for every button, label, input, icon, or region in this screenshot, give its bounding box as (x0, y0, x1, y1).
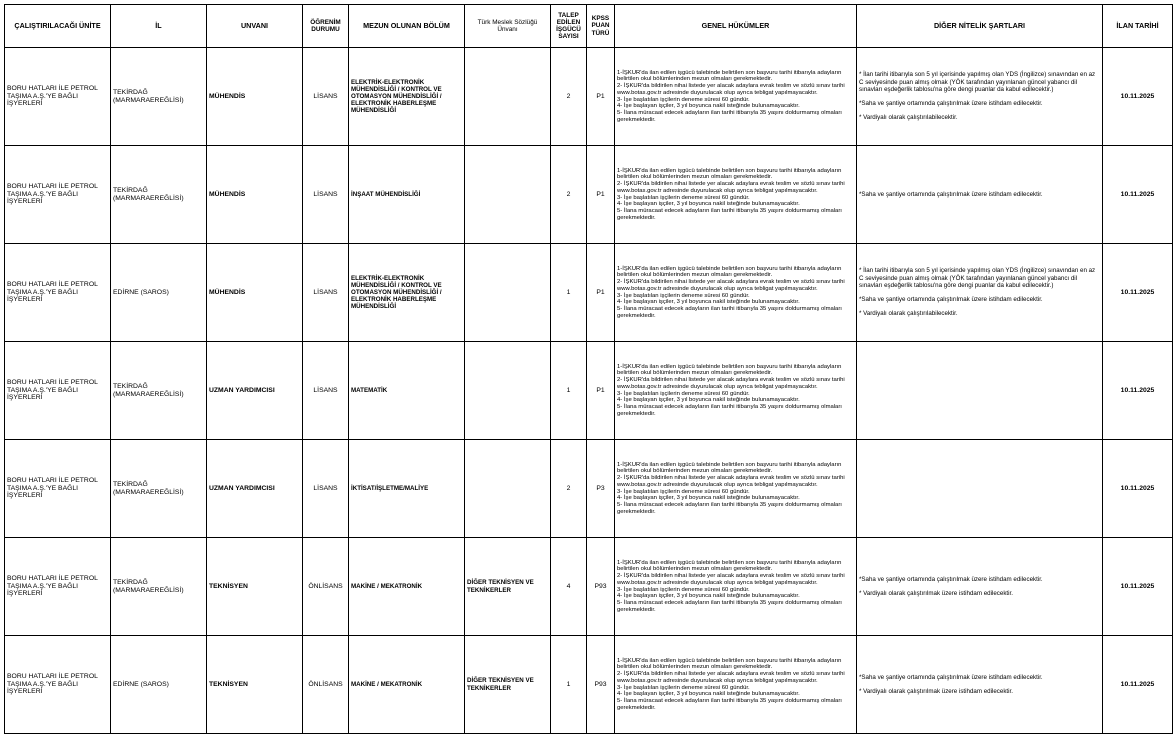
cell-ilan-tarihi: 10.11.2025 (1103, 48, 1173, 146)
genel-hukum-line: 1-İŞKUR'da ilan edilen işgücü talebinde belirtilen son başvuru tarihi itibarıyla adayların belirtilen okul bölümlerinden mezun olmaları gerekmektedir. (617, 461, 842, 475)
nitelik-line: *Saha ve şantiye ortamında çalıştırılmak üzere istihdam edilecektir. (859, 296, 1043, 304)
cell-meslek: DİĞER TEKNİSYEN VE TEKNİKERLER (465, 538, 551, 636)
genel-hukum-line: 5- İlana müracaat edecek adayların ilan tarihi itibarıyla 35 yaşını doldurmamış olmaları gerekmektedir. (617, 305, 842, 319)
genel-hukum-line: 1-İŞKUR'da ilan edilen işgücü talebinde belirtilen son başvuru tarihi itibarıyla adayların belirtilen okul bölümlerinden mezun olmaları gerekmektedir. (617, 559, 842, 573)
cell-ilan-tarihi: 10.11.2025 (1103, 440, 1173, 538)
header-kpss: KPSS PUAN TÜRÜ (587, 5, 615, 48)
table-row (5, 636, 1173, 734)
cell-unite: BORU HATLARI İLE PETROL TAŞIMA A.Ş.'YE BAĞLI İŞYERLERİ (5, 48, 111, 146)
nitelik-line: *Saha ve şantiye ortamında çalıştırılmak üzere istihdam edilecektir. (859, 190, 1043, 198)
cell-meslek (465, 48, 551, 146)
nitelik-line: *Saha ve şantiye ortamında çalıştırılmak üzere istihdam edilecektir. (859, 575, 1043, 583)
cell-ogrenim: ÖNLİSANS (303, 538, 349, 636)
header-bolum: MEZUN OLUNAN BÖLÜM (349, 5, 465, 48)
cell-bolum: MAKİNE / MEKATRONİK (349, 636, 465, 734)
genel-hukum-line: 3- İşe başlatılan işçilerin deneme süresi 60 gündür. (617, 390, 750, 397)
cell-talep: 1 (551, 342, 587, 440)
cell-diger-nitelik (857, 538, 1103, 636)
genel-hukum-line: 1-İŞKUR'da ilan edilen işgücü talebinde belirtilen son başvuru tarihi itibarıyla adayların belirtilen okul bölümlerinden mezun olmaları gerekmektedir. (617, 69, 842, 83)
cell-ogrenim: LİSANS (303, 146, 349, 244)
cell-genel-hukumler (615, 342, 857, 440)
header-genel: GENEL HÜKÜMLER (615, 5, 857, 48)
table-row (5, 244, 1173, 342)
cell-diger-nitelik (857, 342, 1103, 440)
cell-diger-nitelik (857, 146, 1103, 244)
cell-ogrenim: ÖNLİSANS (303, 636, 349, 734)
header-talep: TALEP EDİLEN İŞGÜCÜ SAYISI (551, 5, 587, 48)
genel-hukum-line: 3- İşe başlatılan işçilerin deneme süresi 60 gündür. (617, 292, 750, 299)
genel-hukum-line: 2- İŞKUR'da bildirilen nihai listede yer alacak adaylara evrak teslim ve sözlü sınav tarihi www.botas.gov.tr adresinde duyurulacak olup ayrıca tebligat yapılmayacaktır. (617, 83, 845, 96)
cell-unvani: MÜHENDİS (207, 244, 303, 342)
cell-genel-hukumler (615, 146, 857, 244)
cell-unite: BORU HATLARI İLE PETROL TAŞIMA A.Ş.'YE BAĞLI İŞYERLERİ (5, 440, 111, 538)
cell-bolum: İKTİSAT/İŞLETME/MALİYE (349, 440, 465, 538)
cell-genel-hukumler (615, 48, 857, 146)
genel-hukum-line: 4- İşe başlayan işçiler, 3 yıl boyunca nakil isteğinde bulunamayacaktır. (617, 299, 800, 306)
genel-hukum-line: 4- İşe başlayan işçiler, 3 yıl boyunca nakil isteğinde bulunamayacaktır. (617, 691, 800, 698)
genel-hukum-line: 5- İlana müracaat edecek adayların ilan tarihi itibarıyla 35 yaşını doldurmamış olmaları gerekmektedir. (617, 599, 842, 613)
cell-ogrenim: LİSANS (303, 342, 349, 440)
genel-hukum-line: 4- İşe başlayan işçiler, 3 yıl boyunca nakil isteğinde bulunamayacaktır. (617, 103, 800, 110)
cell-kpss: P1 (587, 48, 615, 146)
cell-ilan-tarihi: 10.11.2025 (1103, 636, 1173, 734)
cell-genel-hukumler (615, 244, 857, 342)
cell-meslek (465, 440, 551, 538)
cell-bolum: ELEKTRİK-ELEKTRONİK MÜHENDİSLİĞİ / KONTROL VE OTOMASYON MÜHENDİSLİĞİ / ELEKTRONİK HABERLEŞME MÜHENDİSLİĞİ (349, 48, 465, 146)
cell-diger-nitelik (857, 440, 1103, 538)
cell-il: TEKİRDAĞ (MARMARAEREĞLİSİ) (111, 538, 207, 636)
cell-talep: 2 (551, 440, 587, 538)
genel-hukum-line: 1-İŞKUR'da ilan edilen işgücü talebinde belirtilen son başvuru tarihi itibarıyla adayların belirtilen okul bölümlerinden mezun olmaları gerekmektedir. (617, 265, 842, 279)
table-row (5, 440, 1173, 538)
genel-hukum-line: 3- İşe başlatılan işçilerin deneme süresi 60 gündür. (617, 586, 750, 593)
genel-hukum-line: 2- İŞKUR'da bildirilen nihai listede yer alacak adaylara evrak teslim ve sözlü sınav tarihi www.botas.gov.tr adresinde duyurulacak olup ayrıca tebligat yapılmayacaktır. (617, 475, 845, 488)
genel-hukum-line: 5- İlana müracaat edecek adayların ilan tarihi itibarıyla 35 yaşını doldurmamış olmaları gerekmektedir. (617, 501, 842, 515)
genel-hukum-line: 1-İŞKUR'da ilan edilen işgücü talebinde belirtilen son başvuru tarihi itibarıyla adayların belirtilen okul bölümlerinden mezun olmaları gerekmektedir. (617, 657, 842, 671)
cell-unite: BORU HATLARI İLE PETROL TAŞIMA A.Ş.'YE BAĞLI İŞYERLERİ (5, 146, 111, 244)
cell-diger-nitelik (857, 244, 1103, 342)
cell-unite: BORU HATLARI İLE PETROL TAŞIMA A.Ş.'YE BAĞLI İŞYERLERİ (5, 636, 111, 734)
nitelik-line: * İlan tarihi itibarıyla son 5 yıl içerisinde yapılmış olan YDS (İngilizce) sınavından en az C seviyesinde puan almış olmak (YÖK tarafından yayınlanan güncel yabancı dil sınavları eşdeğerlik tablosu'na göre dengi puanlar da kabul edilecektir.) (859, 71, 1096, 93)
cell-genel-hukumler (615, 636, 857, 734)
cell-genel-hukumler (615, 538, 857, 636)
genel-hukum-line: 4- İşe başlayan işçiler, 3 yıl boyunca nakil isteğinde bulunamayacaktır. (617, 397, 800, 404)
cell-kpss: P3 (587, 440, 615, 538)
cell-unite: BORU HATLARI İLE PETROL TAŞIMA A.Ş.'YE BAĞLI İŞYERLERİ (5, 244, 111, 342)
cell-bolum: ELEKTRİK-ELEKTRONİK MÜHENDİSLİĞİ / KONTROL VE OTOMASYON MÜHENDİSLİĞİ / ELEKTRONİK HABERLEŞME MÜHENDİSLİĞİ (349, 244, 465, 342)
cell-il: EDİRNE (SAROS) (111, 636, 207, 734)
nitelik-line: * İlan tarihi itibarıyla son 5 yıl içerisinde yapılmış olan YDS (İngilizce) sınavından en az C seviyesinde puan almış olmak (YÖK tarafından yayınlanan güncel yabancı dil sınavları eşdeğerlik tablosu'na göre dengi puanlar da kabul edilecektir.) (859, 267, 1096, 289)
cell-ogrenim: LİSANS (303, 244, 349, 342)
cell-kpss: P93 (587, 636, 615, 734)
cell-il: TEKİRDAĞ (MARMARAEREĞLİSİ) (111, 48, 207, 146)
table-row (5, 538, 1173, 636)
genel-hukum-line: 4- İşe başlayan işçiler, 3 yıl boyunca nakil isteğinde bulunamayacaktır. (617, 201, 800, 208)
cell-kpss: P1 (587, 244, 615, 342)
genel-hukum-line: 1-İŞKUR'da ilan edilen işgücü talebinde belirtilen son başvuru tarihi itibarıyla adayların belirtilen okul bölümlerinden mezun olmaları gerekmektedir. (617, 167, 842, 181)
header-unvani: UNVANI (207, 5, 303, 48)
genel-hukum-line: 3- İşe başlatılan işçilerin deneme süresi 60 gündür. (617, 194, 750, 201)
cell-ilan-tarihi: 10.11.2025 (1103, 538, 1173, 636)
table-row (5, 342, 1173, 440)
genel-hukum-line: 2- İŞKUR'da bildirilen nihai listede yer alacak adaylara evrak teslim ve sözlü sınav tarihi www.botas.gov.tr adresinde duyurulacak olup ayrıca tebligat yapılmayacaktır. (617, 573, 845, 586)
cell-ogrenim: LİSANS (303, 440, 349, 538)
cell-ilan-tarihi: 10.11.2025 (1103, 244, 1173, 342)
nitelik-line: * Vardiyalı olarak çalıştırılabilecektir. (859, 310, 958, 318)
cell-talep: 4 (551, 538, 587, 636)
header-il: İL (111, 5, 207, 48)
header-meslek: Türk Meslek Sözlüğü Ünvanı (465, 5, 551, 48)
cell-il: TEKİRDAĞ (MARMARAEREĞLİSİ) (111, 342, 207, 440)
cell-unite: BORU HATLARI İLE PETROL TAŞIMA A.Ş.'YE BAĞLI İŞYERLERİ (5, 538, 111, 636)
table-header (5, 5, 1173, 48)
header-ilan: İLAN TARİHİ (1103, 5, 1173, 48)
cell-unvani: UZMAN YARDIMCISI (207, 342, 303, 440)
genel-hukum-line: 5- İlana müracaat edecek adayların ilan tarihi itibarıyla 35 yaşını doldurmamış olmaları gerekmektedir. (617, 109, 842, 123)
cell-kpss: P93 (587, 538, 615, 636)
cell-unvani: UZMAN YARDIMCISI (207, 440, 303, 538)
genel-hukum-line: 2- İŞKUR'da bildirilen nihai listede yer alacak adaylara evrak teslim ve sözlü sınav tarihi www.botas.gov.tr adresinde duyurulacak olup ayrıca tebligat yapılmayacaktır. (617, 671, 845, 684)
cell-talep: 1 (551, 244, 587, 342)
cell-ogrenim: LİSANS (303, 48, 349, 146)
cell-unite: BORU HATLARI İLE PETROL TAŞIMA A.Ş.'YE BAĞLI İŞYERLERİ (5, 342, 111, 440)
cell-unvani: TEKNİSYEN (207, 538, 303, 636)
nitelik-line: *Saha ve şantiye ortamında çalıştırılmak üzere istihdam edilecektir. (859, 673, 1043, 681)
genel-hukum-line: 2- İŞKUR'da bildirilen nihai listede yer alacak adaylara evrak teslim ve sözlü sınav tarihi www.botas.gov.tr adresinde duyurulacak olup ayrıca tebligat yapılmayacaktır. (617, 279, 845, 292)
genel-hukum-line: 5- İlana müracaat edecek adayların ilan tarihi itibarıyla 35 yaşını doldurmamış olmaları gerekmektedir. (617, 403, 842, 417)
table-row (5, 146, 1173, 244)
cell-talep: 2 (551, 48, 587, 146)
table-row (5, 48, 1173, 146)
header-diger: DİĞER NİTELİK ŞARTLARI (857, 5, 1103, 48)
cell-bolum: İNŞAAT MÜHENDİSLİĞİ (349, 146, 465, 244)
cell-talep: 2 (551, 146, 587, 244)
cell-genel-hukumler (615, 440, 857, 538)
genel-hukum-line: 5- İlana müracaat edecek adayların ilan tarihi itibarıyla 35 yaşını doldurmamış olmaları gerekmektedir. (617, 697, 842, 711)
cell-meslek (465, 342, 551, 440)
header-unite: ÇALIŞTIRILACAĞI ÜNİTE (5, 5, 111, 48)
cell-diger-nitelik (857, 48, 1103, 146)
cell-diger-nitelik (857, 636, 1103, 734)
genel-hukum-line: 3- İşe başlatılan işçilerin deneme süresi 60 gündür. (617, 488, 750, 495)
nitelik-line: * Vardiyalı olarak çalıştırılmak üzere istihdam edilecektir. (859, 590, 1013, 597)
genel-hukum-line: 4- İşe başlayan işçiler, 3 yıl boyunca nakil isteğinde bulunamayacaktır. (617, 495, 800, 502)
genel-hukum-line: 2- İŞKUR'da bildirilen nihai listede yer alacak adaylara evrak teslim ve sözlü sınav tarihi www.botas.gov.tr adresinde duyurulacak olup ayrıca tebligat yapılmayacaktır. (617, 377, 845, 390)
table-body (5, 48, 1173, 734)
genel-hukum-line: 1-İŞKUR'da ilan edilen işgücü talebinde belirtilen son başvuru tarihi itibarıyla adayların belirtilen okul bölümlerinden mezun olmaları gerekmektedir. (617, 363, 842, 377)
job-listing-table (4, 4, 1173, 734)
cell-meslek (465, 244, 551, 342)
genel-hukum-line: 4- İşe başlayan işçiler, 3 yıl boyunca nakil isteğinde bulunamayacaktır. (617, 593, 800, 600)
cell-bolum: MAKİNE / MEKATRONİK (349, 538, 465, 636)
cell-unvani: TEKNİSYEN (207, 636, 303, 734)
cell-ilan-tarihi: 10.11.2025 (1103, 146, 1173, 244)
genel-hukum-line: 5- İlana müracaat edecek adayların ilan tarihi itibarıyla 35 yaşını doldurmamış olmaları gerekmektedir. (617, 207, 842, 221)
genel-hukum-line: 3- İşe başlatılan işçilerin deneme süresi 60 gündür. (617, 684, 750, 691)
cell-unvani: MÜHENDİS (207, 146, 303, 244)
cell-meslek: DİĞER TEKNİSYEN VE TEKNİKERLER (465, 636, 551, 734)
job-listing-document (4, 4, 1173, 734)
cell-il: EDİRNE (SAROS) (111, 244, 207, 342)
cell-meslek (465, 146, 551, 244)
header-ogrenim: ÖĞRENİM DURUMU (303, 5, 349, 48)
cell-unvani: MÜHENDİS (207, 48, 303, 146)
cell-kpss: P1 (587, 146, 615, 244)
nitelik-line: *Saha ve şantiye ortamında çalıştırılmak üzere istihdam edilecektir. (859, 100, 1043, 108)
cell-il: TEKİRDAĞ (MARMARAEREĞLİSİ) (111, 146, 207, 244)
genel-hukum-line: 3- İşe başlatılan işçilerin deneme süresi 60 gündür. (617, 96, 750, 103)
cell-ilan-tarihi: 10.11.2025 (1103, 342, 1173, 440)
cell-kpss: P1 (587, 342, 615, 440)
genel-hukum-line: 2- İŞKUR'da bildirilen nihai listede yer alacak adaylara evrak teslim ve sözlü sınav tarihi www.botas.gov.tr adresinde duyurulacak olup ayrıca tebligat yapılmayacaktır. (617, 181, 845, 194)
nitelik-line: * Vardiyalı olarak çalıştırılmak üzere istihdam edilecektir. (859, 688, 1013, 695)
cell-bolum: MATEMATİK (349, 342, 465, 440)
cell-il: TEKİRDAĞ (MARMARAEREĞLİSİ) (111, 440, 207, 538)
cell-talep: 1 (551, 636, 587, 734)
nitelik-line: * Vardiyalı olarak çalıştırılabilecektir. (859, 114, 958, 122)
